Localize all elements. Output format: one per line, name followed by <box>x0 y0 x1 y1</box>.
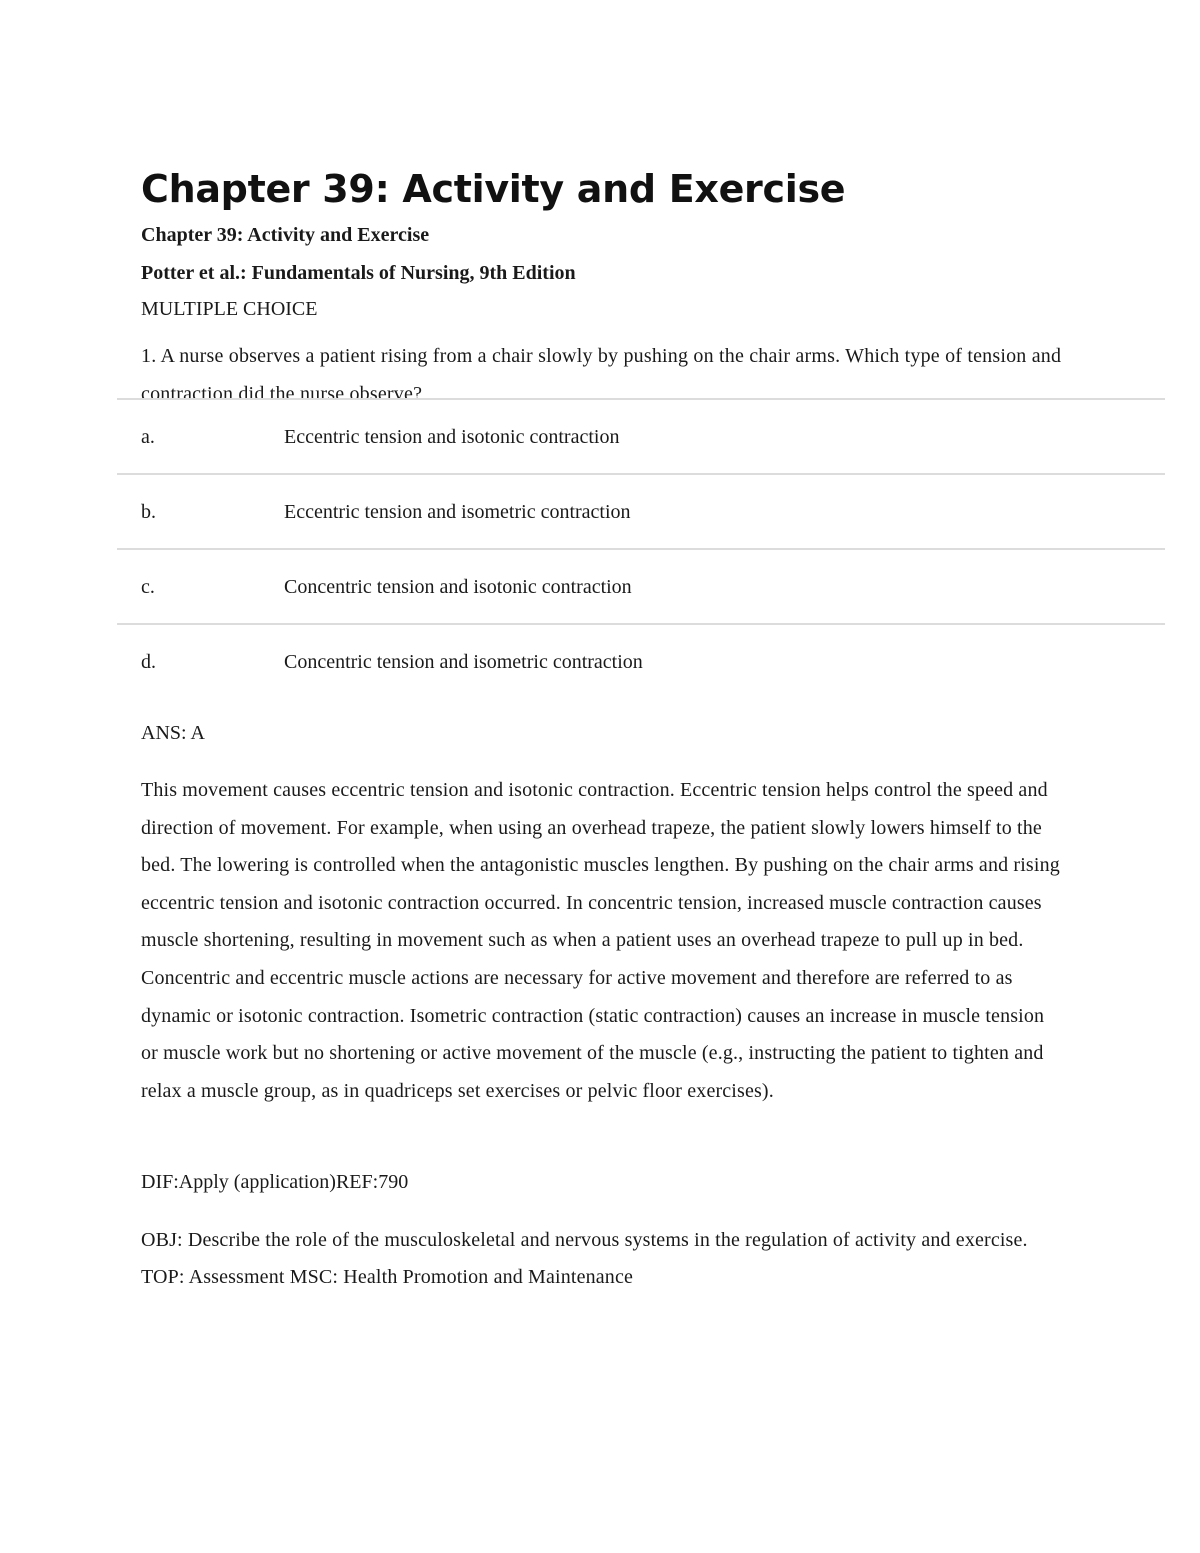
section-label: MULTIPLE CHOICE <box>141 298 318 320</box>
option-text: Eccentric tension and isotonic contraction <box>284 426 620 448</box>
book-reference: Potter et al.: Fundamentals of Nursing, 9th Edition <box>141 262 576 284</box>
objective-topic: OBJ: Describe the role of the musculoskeletal and nervous systems in the regulation of activity and exercise. TOP: Assessment MSC: Health Promotion and Maintenance <box>141 1229 1028 1288</box>
option-text: Concentric tension and isotonic contraction <box>284 576 632 598</box>
option-row-b <box>117 473 1165 548</box>
option-row-a <box>117 398 1165 473</box>
option-letter: c. <box>141 576 155 598</box>
rationale-paragraph: This movement causes eccentric tension and isotonic contraction. Eccentric tension helps control the speed and direction of movement. For example, when using an overhead trapeze, the patient slowly lowers himself to the bed. The lowering is controlled when the antagonistic muscles lengthen. By pushing on the chair arms and rising eccentric tension and isotonic contraction occurred. In concentric tension, increased muscle contraction causes muscle shortening, resulting in movement such as when a patient uses an overhead trapeze to pull up in bed. Concentric and eccentric muscle actions are necessary for active movement and therefore are referred to as dynamic or isotonic contraction. Isometric contraction (static contraction) causes an increase in muscle tension or muscle work but no shortening or active movement of the muscle (e.g., instructing the patient to tighten and relax a muscle group, as in quadriceps set exercises or pelvic floor exercises). <box>141 779 1060 1102</box>
question-text: 1. A nurse observes a patient rising from a chair slowly by pushing on the chair arms. Which type of tension and contraction did the nurse observe? <box>141 345 1062 405</box>
difficulty-reference: DIF:Apply (application)REF:790 <box>141 1171 409 1193</box>
option-letter: d. <box>141 651 156 673</box>
option-row-d <box>117 623 1165 698</box>
page-title: Chapter 39: Activity and Exercise <box>141 167 846 211</box>
option-text: Eccentric tension and isometric contraction <box>284 501 631 523</box>
option-row-c <box>117 548 1165 623</box>
option-text: Concentric tension and isometric contraction <box>284 651 643 673</box>
chapter-subtitle: Chapter 39: Activity and Exercise <box>141 224 430 246</box>
option-letter: b. <box>141 501 156 523</box>
answer-key: ANS: A <box>141 722 205 744</box>
answer-options-table <box>117 398 1165 698</box>
option-letter: a. <box>141 426 155 448</box>
